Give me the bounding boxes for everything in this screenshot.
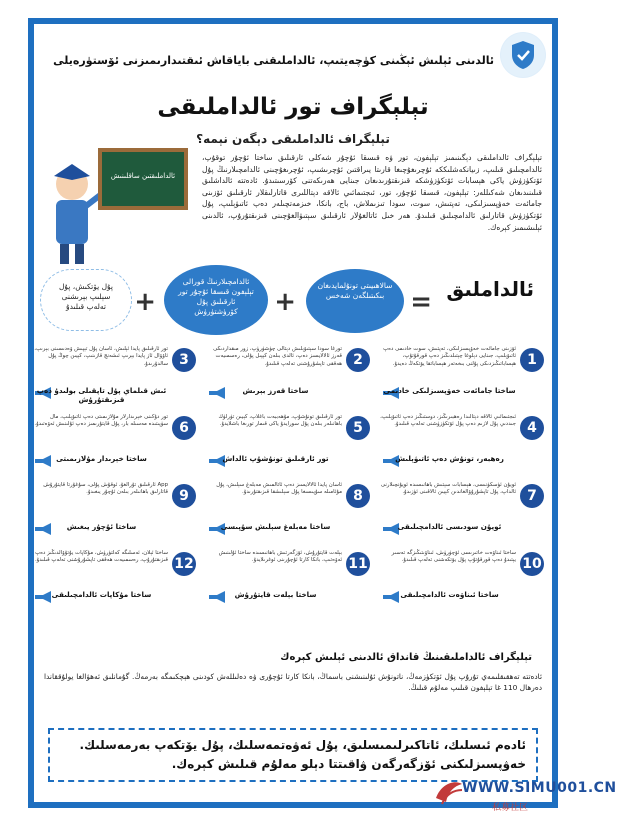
item-description: تور ئارقىلىق پايدا ئېلىش، ئاسان پۇل تېپىش ۋەدىسىنى بېرىپ، ئاۋۋال ئاز پايدا بېرىپ ئىشەنچ قازىنىپ، كېيىن چوڭ پۇل سالدۇرىدۇ. (34, 346, 168, 367)
item-number-badge: 4 (520, 416, 544, 440)
item-heading: ساختا ئىناۋەت ئالدامچىلىقى (400, 590, 499, 599)
item-description: App ئارقىلىق تۇرالغۇ، ئوقۇش پۇلى، سۇغۇرتا قايتۇرۇش قاتارلىق باھانىلەر بىلەن ئۇچۇر يىغىدۇ. (43, 482, 168, 496)
item-number-badge: 2 (346, 348, 370, 372)
item-number-badge: 3 (172, 348, 196, 372)
item-description: ئىجتىمائىي ئالاقە دېتالىدا رەھبىرىڭىز، دوستىڭىز دەپ ئاتىۋېلىپ، جىددىي پۇل لازىم دەپ پۇل ئۆتكۈزۈشنى تەلەپ قىلىدۇ. (380, 414, 516, 428)
fraud-item (205, 482, 370, 550)
item-heading: ساختا جامائەت خەۋپسىزلىكى خادىمى (383, 386, 516, 395)
equation-term-1: سالاھىيىتى تونۇلمايدىغان بىكىتىلگەن شەخس (306, 269, 404, 333)
prevention-title: تېلېگراف ئالداملىقىنىڭ قانداق ئالدىنى ئېلىش كېرەك (280, 652, 532, 663)
fraud-types-grid (34, 346, 544, 616)
fraud-item (31, 346, 196, 414)
fraud-column-right (379, 346, 544, 616)
plus-sign-2: + (134, 287, 156, 317)
top-slogan: ئالدىنى ئېلىش ئېڭىنى كۈچەيتىپ، ئالداملىقنى باياقاش ئىقتىدارىمىزنى ئۆستۈرەيلى (53, 54, 494, 67)
poster (28, 18, 558, 808)
item-description: بېلەت قايتۇرۇش، ئۆزگەرتىش باھانىسىدە ساختا ئۇلىنىش ئەۋەتىپ، بانكا كارتا ئۇچۇرىنى ئوغرىلايدۇ. (218, 550, 342, 564)
item-description: ساختا ئېلان، ئەسلىگە كەلتۈرۈش، مۇكاپات يۇتۇۋالدىڭىز دەپ قىزىقتۇرۇپ، رەسمىيەت ھەققى تاپشۇرۇشنى تەلەپ قىلىدۇ. (34, 550, 168, 564)
fraud-item (205, 550, 370, 618)
item-number-badge: 6 (172, 416, 196, 440)
intro-paragraph: تېلېگراف ئالداملىقى دېگىنىمىز تېلېفون، تور ۋە قىسقا ئۇچۇر شەكلى ئارقىلىق ساختا ئۇچۇر توقۇپ، ئالدامچىلىق قىلىپ، زىيانكەشلىككە ئۇچرىغۇچىغا قارىتا يىراقتىن ئۇچرىشىپ، ئۇچرىغۇچىنى ئالدامچىلارنىڭ پۇل ئۆتكۈزۈش ياكى ھېسابات ئۆتكۈزۈشكە قىزىقتۇرىدىغان جىنايى ھەرىكەتنى كۆرسىتىدۇ. ئادەتتە ئالداشلىق قىلىنىدىغان شەكىللەر: تېلېفون، قىسقا ئۇچۇر، تور، ئىجتىمائىي ئالاقە دېتاللىرى قاتارلىقلار ئارقىلىق ئۆزىنى جامائەت خەۋپسىزلىكى، تەپتىش، سوت، سودا تىزىملاش، باج، بانكا، خىزمەتچىلەر دەپ ئاتىۋېلىپ، پۇل ئۆتكۈزۈش قاتارلىق ئالدامچىلىق قىلىدۇ. ھەر خىل ئاتالغۇلار ئارقىلىق سېتىۋالغۇچىنى قىزىقتۇرۇپ، ئالدىنى ئېلىشىمىز كېرەك. (202, 153, 542, 232)
equation-term-2: ئالدامچىلارنىڭ قورالى تېلېفون قىسقا ئۇچۇر تور ئارقىلىق پۇل كۆرۈشتۈرۈش (164, 265, 268, 335)
item-number-badge: 11 (346, 552, 370, 576)
item-number-badge: 10 (520, 552, 544, 576)
item-number-badge: 9 (172, 484, 196, 508)
equation-term-3: پۇل يۆتكىش، پۇل سېلىپ بېرىشنى تەلەپ قىلىدۇ (40, 269, 132, 331)
item-heading: ساختا بېلەت قايتۇرۇش (234, 590, 317, 599)
watermark-url: WWW.SIMU001.CN (462, 780, 617, 796)
item-description: ئويۇن ئۈسكۈنىسى، ھېسابات سېتىش باھانىسىدە ئويۇنچىلارنى ئالداپ، پۇل تاپشۇرۇۋالغاندىن كېيىن ئالاقىنى ئۈزىدۇ. (380, 482, 516, 496)
fraud-item (205, 346, 370, 414)
fraud-item (379, 414, 544, 482)
fraud-item (379, 346, 544, 414)
item-heading: ئويۇن سودىسى ئالدامچىلىقى (397, 522, 502, 531)
prevention-text: ئادەتتە تەھقىقلىمەي تۇرۇپ پۇل ئۆتكۈزمەڭ، ناتونۇش ئۇلىنىشنى باسماڭ، بانكا كارتا ئۇچۇرى ۋە دەلىللەش كودىنى ھېچكىمگە بەرمەڭ. گۇمانلىق ئەھۋالغا يولۇققاندا دەرھال 110 غا تېلېفون قىلىپ مەلۇم قىلىڭ. (44, 672, 542, 692)
item-description: ئاسان پايدا ئالالايسىز دەپ ئاتالمىش مەبلەغ سېلىش، پۇل مۇئامىلە سۇپىسىغا پۇل سېلىشقا قىزىقتۇرىدۇ. (216, 482, 342, 496)
watermark-subtitle: 私募社区 (492, 803, 529, 813)
fraud-item (379, 482, 544, 550)
item-description: ساختا ئىناۋەت خاتىرىسى ئۆچۈرۈش، ئىناۋىتىڭىزگە تەسىر يېتىدۇ دەپ قورقۇتۇپ پۇل يۆتكەشنى تەلەپ قىلىدۇ. (391, 550, 516, 564)
item-description: تور دۇكىنى خېرىدارلار مۇلازىمىتى دەپ ئاتىۋېلىپ، مال سۈپىتىدە مەسىلە بار، پۇل قايتۇرىمىز دەپ ئۇلىنىش ئەۋەتىدۇ. (34, 414, 168, 428)
item-number-badge: 8 (346, 484, 370, 508)
item-number-badge: 5 (346, 416, 370, 440)
item-description: تورغا سودا سېتىۋېلىش دېتالى چۈشۈرۈپ، زور مىقداردىكى قەرز ئالالايسىز دەپ، ئالدى بىلەن كېپىل پۇلى، رەسمىيەت ھەققى تاپشۇرۇشنى تەلەپ قىلىدۇ. (213, 346, 342, 367)
fraud-item (31, 414, 196, 482)
equation-result: ئالداملىق (446, 277, 534, 301)
item-description: تور ئارقىلىق تونۇشۇپ، مۇھەببەت باغلاپ، كېيىن تۈرلۈك باھانىلەر بىلەن پۇل سورايدۇ ياكى قىمار تورىغا باشلايدۇ. (218, 414, 342, 428)
item-heading: ساختا مەبلەغ سېلىش سۇپىسى (220, 522, 331, 531)
chalkboard: ئالداملىقتىن ساقلىنىش (98, 148, 188, 210)
item-heading: ئىش قىلماي پۇل تاپقىلى بولىدۇ دەپ قىزىقتۇرۇش (36, 386, 167, 404)
fraud-equation (42, 269, 544, 341)
fraud-item (379, 550, 544, 618)
equals-sign: = (410, 287, 432, 317)
plus-sign-1: + (274, 287, 296, 317)
item-heading: ساختا قەرز بېرىش (242, 386, 309, 395)
fraud-column-left (31, 346, 196, 616)
item-heading: رەھبەر، تونۇش دەپ ئاتىۋېلىش (395, 454, 504, 463)
item-description: ئۆزىنى جامائەت خەۋپسىزلىكى، تەپتىش، سوت خادىمى دەپ ئاتىۋېلىپ، جىنايى دېلوغا چېتىلدىڭىز دەپ قورقۇتۇپ، ھېساباتىڭىزدىكى پۇلنى بىخەتەر ھېساباتقا يۆتكەڭ دەيدۇ. (383, 346, 516, 367)
item-heading: ساختا خېرىدار مۇلازىمىتى (56, 454, 147, 463)
teacher-illustration (42, 140, 190, 268)
closing-slogan-box: ئادەم ئىسلىك، ئاتاكىرلىمىسلىق، پۇل ئەۋەتمەسلىك، پۇل يۆتكەپ بەرمەسلىك. خەۋپسىزلىكنى ئۆزگەرگەن ۋاقىتتا دېلو مەلۇم قىلىش كېرەك. (48, 728, 538, 782)
item-heading: ساختا ئۇچۇر يىغىش (66, 522, 137, 531)
fraud-column-middle (205, 346, 370, 616)
watermark (432, 770, 617, 816)
item-heading: ساختا مۇكاپات ئالدامچىلىقى (51, 590, 152, 599)
fraud-item (205, 414, 370, 482)
item-number-badge: 1 (520, 348, 544, 372)
item-number-badge: 7 (520, 484, 544, 508)
item-heading: تور ئارقىلىق تونۇشۇپ ئالداش (222, 454, 329, 463)
fraud-item (31, 550, 196, 618)
simu-logo-icon (432, 774, 466, 808)
item-number-badge: 12 (172, 552, 196, 576)
section-subtitle: تېلېگراف ئالداملىقى دېگەن نېمە؟ (196, 132, 390, 146)
fraud-item (31, 482, 196, 550)
page-title: تېلېگراف تور ئالداملىقى (157, 94, 429, 120)
security-shield-icon (500, 32, 546, 78)
